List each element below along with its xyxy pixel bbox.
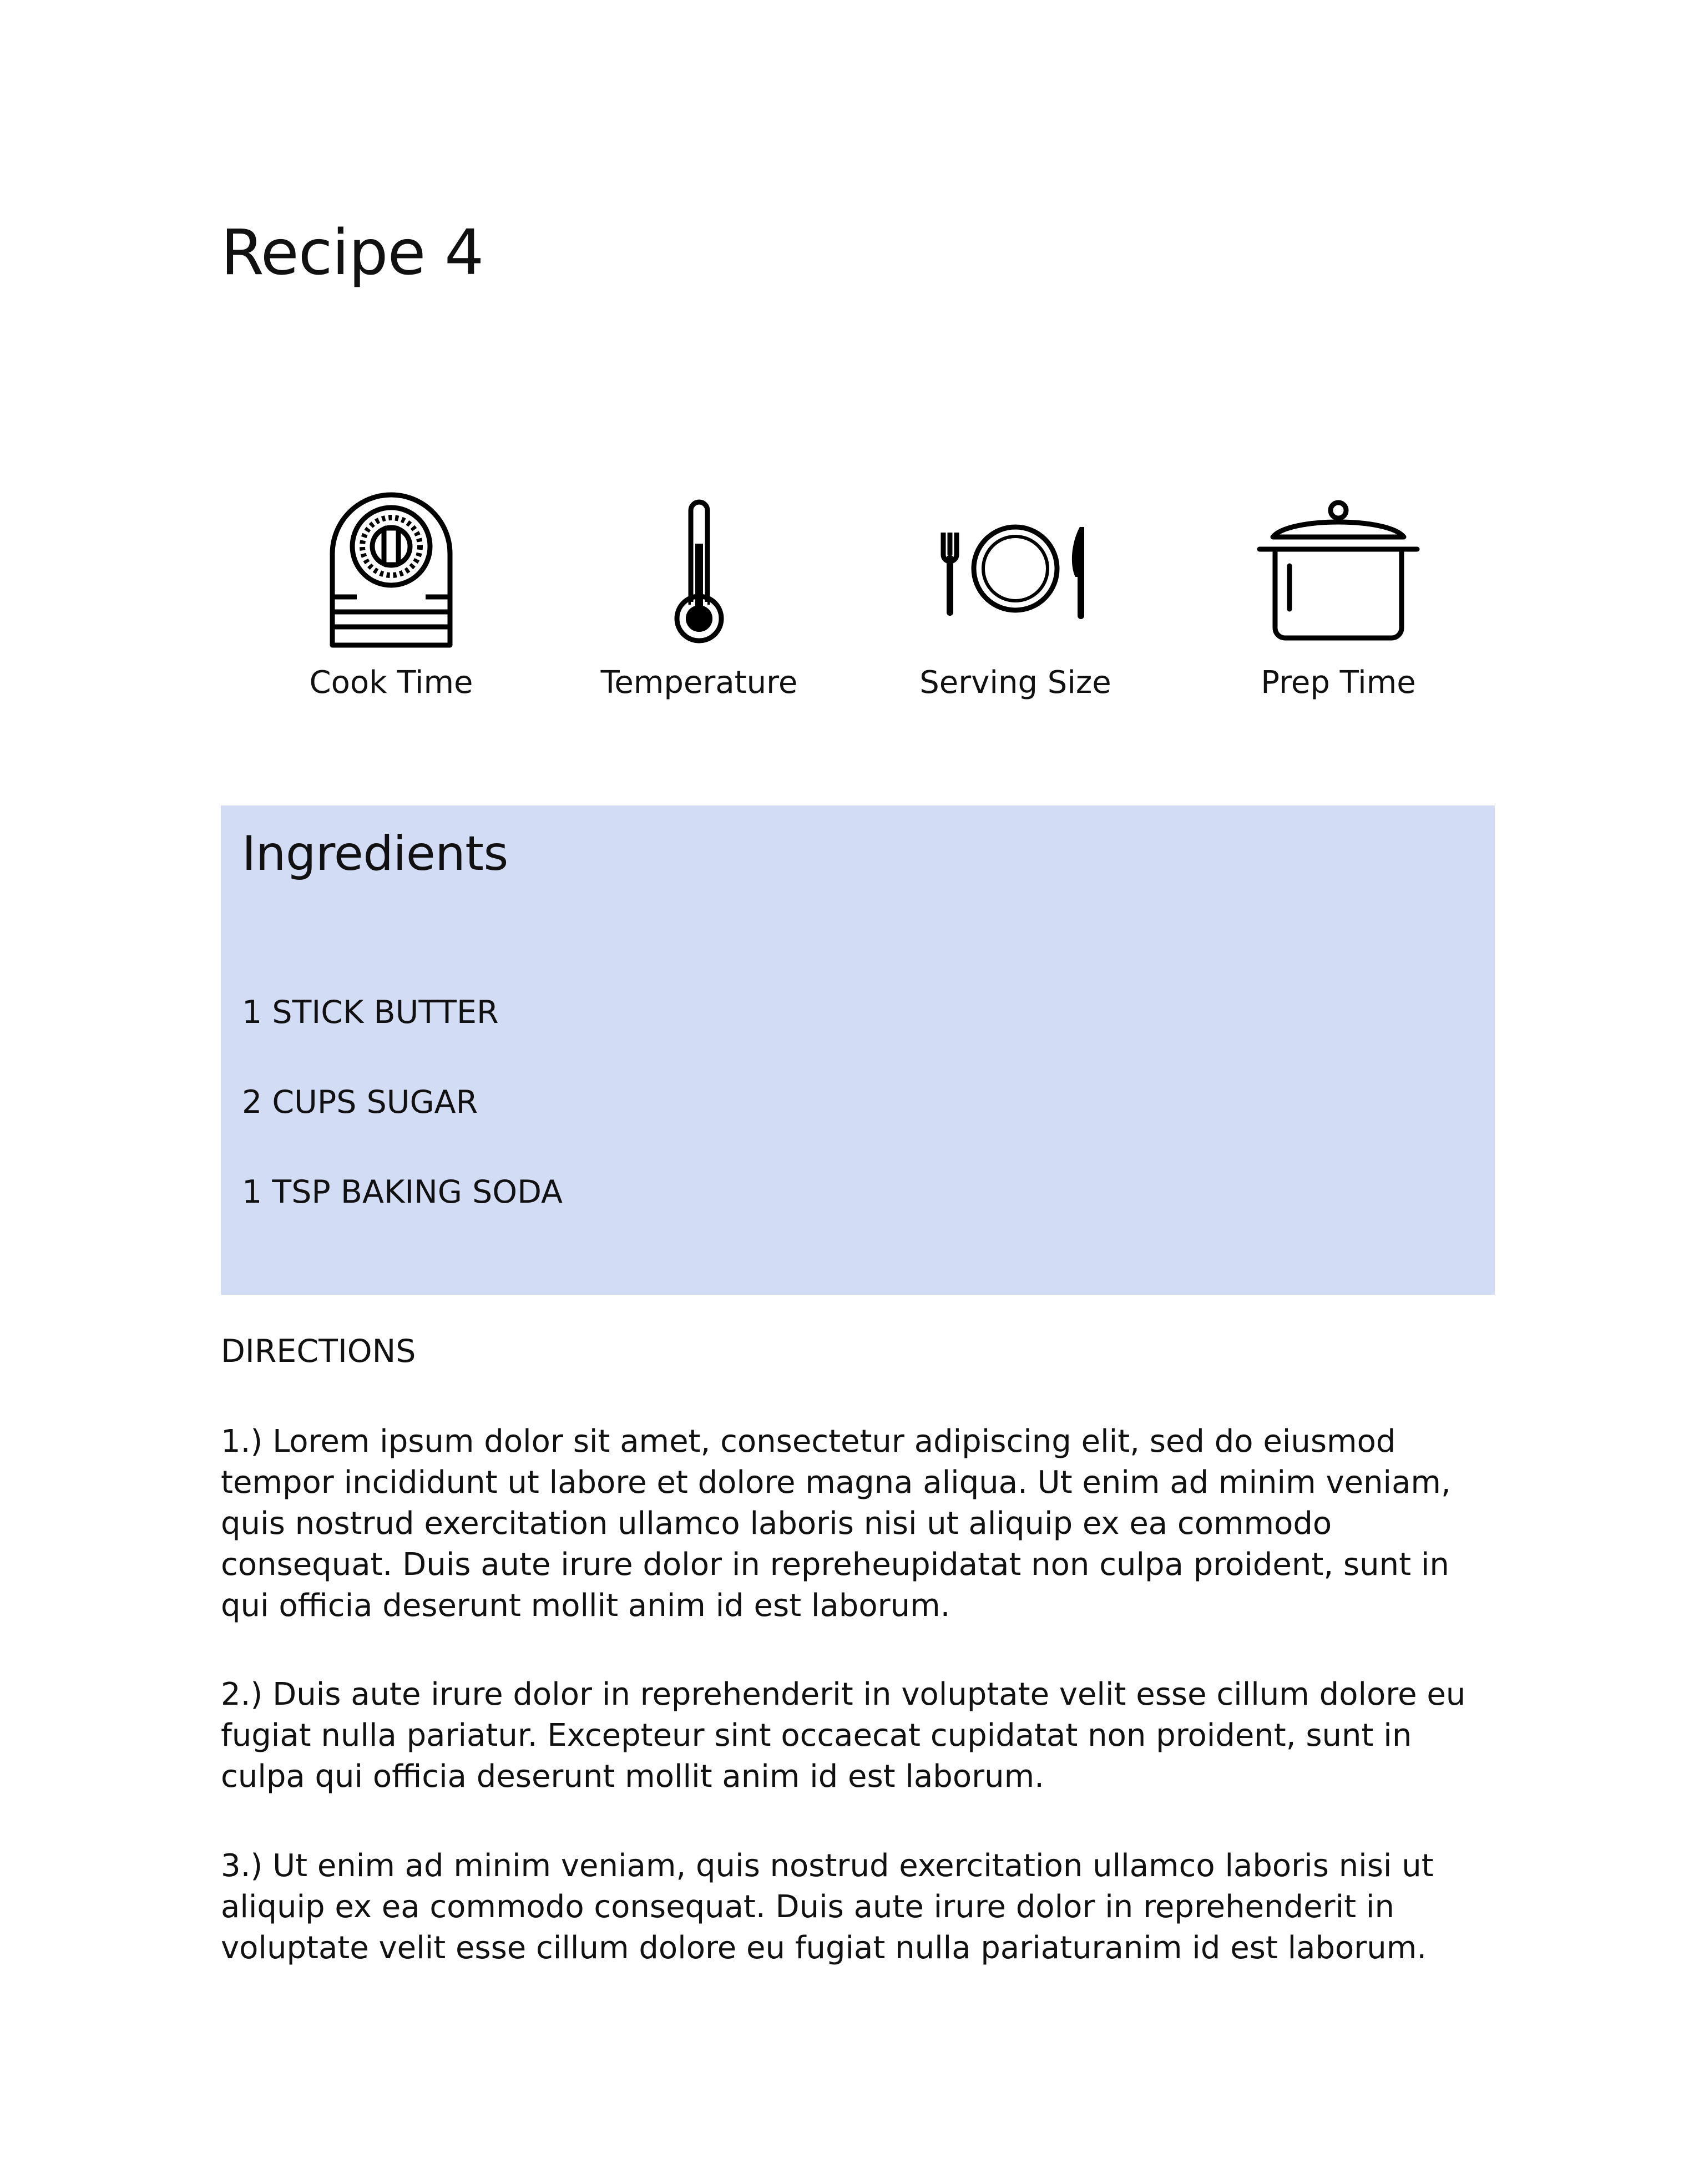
ingredients-heading: Ingredients [242,826,508,881]
direction-step: 1.) Lorem ipsum dolor sit amet, consectetur adipiscing elit, sed do eiusmod tempor incididunt ut labore et dolore magna aliqua. Ut enim ad minim veniam, quis nostrud exercitation ullamco laboris nisi ut aliquip ex ea commodo consequat. Duis aute irure dolor in repreheupidatat non culpa proident, sunt in qui officia deserunt mollit anim id est laborum. [221,1423,1451,1624]
ingredients-list [242,994,563,1266]
ingredients-panel [221,805,1495,1295]
cooking-pot-icon [1255,488,1422,649]
plate-utensils-icon [938,488,1093,649]
recipe-info-row [0,488,1699,721]
cook-time-item [252,488,530,721]
serving-size-label: Serving Size [919,665,1111,701]
ingredient-item: 1 TSP BAKING SODA [242,1174,563,1210]
serving-size-item [877,488,1154,721]
thermometer-icon [633,488,766,649]
ingredient-item: 2 CUPS SUGAR [242,1084,478,1121]
directions-heading: DIRECTIONS [221,1333,416,1370]
temperature-item [560,488,838,721]
direction-step: 2.) Duis aute irure dolor in reprehenderit in voluptate velit esse cillum dolore eu fugiat nulla pariatur. Excepteur sint occaecat cupidatat non proident, sunt in culpa qui officia deserunt mollit anim id est laborum. [221,1676,1466,1795]
page-title: Recipe 4 [221,217,484,289]
prep-time-item [1200,488,1477,721]
temperature-label: Temperature [600,665,798,701]
ingredient-item: 1 STICK BUTTER [242,994,499,1031]
prep-time-label: Prep Time [1261,665,1416,701]
cook-time-label: Cook Time [309,665,473,701]
timer-icon [325,488,458,649]
direction-step: 3.) Ut enim ad minim veniam, quis nostrud exercitation ullamco laboris nisi ut aliquip ex ea commodo consequat. Duis aute irure dolor in reprehenderit in voluptate velit esse cillum dolore eu fugiat nulla pariaturanim id est laborum. [221,1848,1434,1966]
